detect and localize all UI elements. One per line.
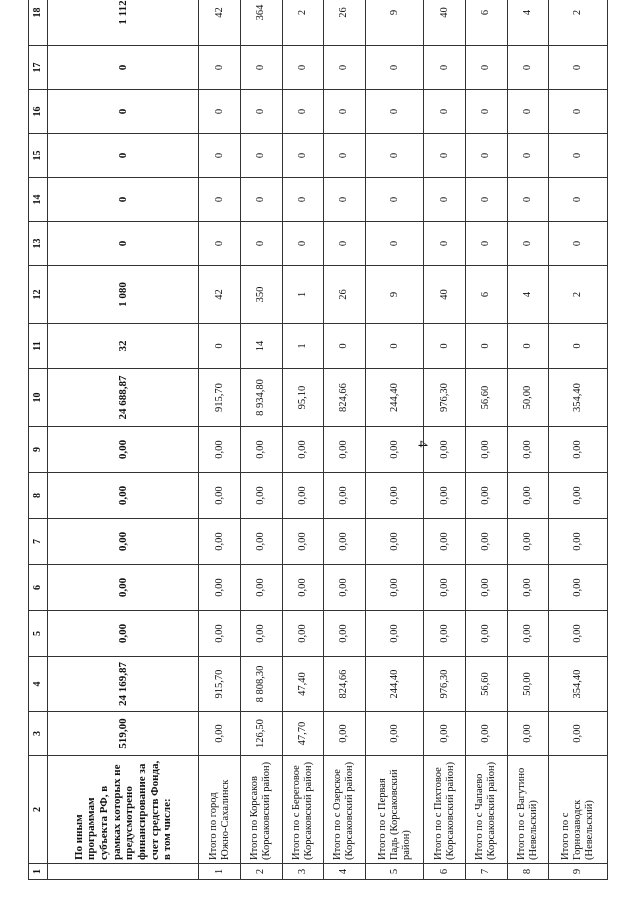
value-cell: 0,00 [365,712,424,756]
value-cell: 0 [466,90,508,134]
header-cell: 18 [29,0,48,46]
value-cell: 0 [324,90,366,134]
value-cell: 0,00 [199,611,241,657]
row-number: 6 [424,864,466,880]
value-cell: 32 [48,324,199,369]
value-cell: 24 169,87 [48,657,199,712]
value-cell: 0,00 [241,565,283,611]
row-name: Итого по с Береговое (Корсаковский район) [282,756,324,864]
value-cell: 0,00 [48,519,199,565]
value-cell: 0,00 [199,427,241,473]
value-cell: 0,00 [282,565,324,611]
value-cell: 0,00 [466,519,508,565]
value-cell: 8 808,30 [241,657,283,712]
value-cell: 0 [549,90,608,134]
value-cell: 0,00 [324,519,366,565]
header-row [29,0,48,880]
table-row [466,0,508,880]
value-cell: 0,00 [282,519,324,565]
value-cell: 0,00 [48,473,199,519]
value-cell: 0 [365,134,424,178]
value-cell: 9 [365,0,424,46]
value-cell: 0,00 [549,473,608,519]
row-number: 5 [365,864,424,880]
row-number: 2 [241,864,283,880]
row-name: Итого по с Первая Падь (Корсаковский район) [365,756,424,864]
value-cell: 0,00 [466,427,508,473]
value-cell: 40 [424,0,466,46]
value-cell: 976,30 [424,369,466,427]
value-cell: 8 934,80 [241,369,283,427]
value-cell: 0 [365,90,424,134]
value-cell: 0,00 [424,473,466,519]
value-cell: 4 [507,0,549,46]
value-cell: 0 [324,46,366,90]
value-cell: 0,00 [466,611,508,657]
value-cell: 0,00 [424,611,466,657]
value-cell: 47,40 [282,657,324,712]
table-row [282,0,324,880]
header-cell: 13 [29,222,48,266]
value-cell: 354,40 [549,657,608,712]
value-cell: 0 [48,178,199,222]
value-cell: 0 [507,46,549,90]
value-cell: 0,00 [324,611,366,657]
value-cell: 0 [365,222,424,266]
header-cell: 11 [29,324,48,369]
value-cell: 0,00 [282,611,324,657]
value-cell: 0 [424,90,466,134]
header-cell: 15 [29,134,48,178]
value-cell: 0,00 [549,712,608,756]
value-cell: 0 [365,46,424,90]
value-cell: 244,40 [365,369,424,427]
value-cell: 0 [466,178,508,222]
value-cell: 0,00 [365,473,424,519]
value-cell: 915,70 [199,369,241,427]
value-cell: 0 [424,134,466,178]
value-cell: 824,66 [324,369,366,427]
value-cell: 2 [282,0,324,46]
value-cell: 0 [466,134,508,178]
header-cell: 1 [29,864,48,880]
value-cell: 0,00 [365,611,424,657]
row-number: 4 [324,864,366,880]
table-row [365,0,424,880]
row-name: Итого по с Вагутино (Невельский) [507,756,549,864]
value-cell: 0,00 [199,565,241,611]
value-cell: 0 [324,178,366,222]
value-cell: 0,00 [324,473,366,519]
value-cell: 0,00 [424,712,466,756]
value-cell: 1 080 [48,266,199,324]
table-row [424,0,466,880]
value-cell: 56,60 [466,657,508,712]
value-cell: 0,00 [199,712,241,756]
value-cell: 0,00 [48,427,199,473]
value-cell: 1 [282,266,324,324]
value-cell: 0,00 [549,611,608,657]
table-row [241,0,283,880]
value-cell: 0 [365,324,424,369]
value-cell: 0 [507,90,549,134]
table-row [199,0,241,880]
header-cell: 17 [29,46,48,90]
value-cell: 0,00 [549,565,608,611]
value-cell: 0,00 [507,473,549,519]
row-name: По иным программам субъекта РФ, в рамках которых не предусмотрено финансирование за счет средств Фонда, в том числе: [48,756,199,864]
value-cell: 364 [241,0,283,46]
value-cell: 0,00 [282,473,324,519]
value-cell: 0 [241,222,283,266]
value-cell: 976,30 [424,657,466,712]
value-cell: 50,00 [507,369,549,427]
value-cell: 0 [199,90,241,134]
value-cell: 0,00 [324,427,366,473]
row-number: 8 [507,864,549,880]
header-cell: 8 [29,473,48,519]
row-number: 3 [282,864,324,880]
value-cell: 0 [549,178,608,222]
value-cell: 0 [507,178,549,222]
value-cell: 0,00 [365,519,424,565]
data-table-sheet [28,0,608,880]
value-cell: 24 688,87 [48,369,199,427]
value-cell: 14 [241,324,283,369]
value-cell: 126,50 [241,712,283,756]
value-cell: 0 [241,90,283,134]
header-cell: 9 [29,427,48,473]
row-name: Итого по с Чапаево (Корсаковский район) [466,756,508,864]
value-cell: 4 [507,266,549,324]
value-cell: 0 [48,222,199,266]
value-cell: 6 [466,266,508,324]
value-cell: 0 [282,134,324,178]
value-cell: 0,00 [199,519,241,565]
value-cell: 0 [424,178,466,222]
value-cell: 56,60 [466,369,508,427]
value-cell: 42 [199,0,241,46]
header-cell: 16 [29,90,48,134]
value-cell: 0,00 [424,427,466,473]
value-cell: 0,00 [466,565,508,611]
value-cell: 0 [324,222,366,266]
value-cell: 0,00 [365,427,424,473]
value-cell: 0 [466,324,508,369]
value-cell: 9 [365,266,424,324]
value-cell: 50,00 [507,657,549,712]
value-cell: 519,00 [48,712,199,756]
value-cell: 42 [199,266,241,324]
value-cell: 0 [424,46,466,90]
row-number: 1 [199,864,241,880]
value-cell: 0 [466,222,508,266]
value-cell: 2 [549,0,608,46]
value-cell: 0 [241,134,283,178]
value-cell: 0,00 [507,519,549,565]
value-cell: 0 [324,134,366,178]
value-cell: 0,00 [241,473,283,519]
value-cell: 0 [48,90,199,134]
value-cell: 244,40 [365,657,424,712]
value-cell: 0,00 [507,712,549,756]
value-cell: 354,40 [549,369,608,427]
header-cell: 2 [29,756,48,864]
value-cell: 0 [48,134,199,178]
value-cell: 915,70 [199,657,241,712]
value-cell: 0,00 [507,611,549,657]
page-number: 4 [414,440,430,448]
value-cell: 0,00 [466,473,508,519]
value-cell: 0 [549,324,608,369]
value-cell: 0 [199,134,241,178]
value-cell: 0 [241,178,283,222]
value-cell: 1 112 [48,0,199,46]
value-cell: 2 [549,266,608,324]
value-cell: 0 [324,324,366,369]
value-cell: 0 [241,46,283,90]
value-cell: 0 [199,46,241,90]
value-cell: 0 [507,324,549,369]
table-row [549,0,608,880]
value-cell: 0,00 [48,565,199,611]
value-cell: 0 [549,222,608,266]
value-cell: 1 [282,324,324,369]
value-cell: 0 [549,46,608,90]
header-cell: 14 [29,178,48,222]
row-name: Итого по с Горнозаводск (Невельский) [549,756,608,864]
value-cell: 0,00 [507,427,549,473]
table-row [507,0,549,880]
value-cell: 0 [199,324,241,369]
value-cell: 0 [424,222,466,266]
value-cell: 0,00 [549,427,608,473]
value-cell: 0,00 [365,565,424,611]
table-row-total [48,0,199,880]
header-cell: 7 [29,519,48,565]
value-cell: 0 [282,222,324,266]
header-cell: 4 [29,657,48,712]
value-cell: 40 [424,266,466,324]
value-cell: 0 [282,178,324,222]
row-number: 9 [549,864,608,880]
value-cell: 0,00 [507,565,549,611]
header-cell: 10 [29,369,48,427]
value-cell: 47,70 [282,712,324,756]
value-cell: 0,00 [466,712,508,756]
data-table [28,0,608,880]
value-cell: 0,00 [48,611,199,657]
value-cell: 6 [466,0,508,46]
value-cell: 0,00 [424,519,466,565]
row-name: Итого по с Озерское (Корсаковский район) [324,756,366,864]
header-cell: 3 [29,712,48,756]
value-cell: 0 [549,134,608,178]
value-cell: 0 [424,324,466,369]
value-cell: 0,00 [549,519,608,565]
value-cell: 0 [199,178,241,222]
value-cell: 824,66 [324,657,366,712]
value-cell: 0,00 [241,427,283,473]
value-cell: 0 [507,222,549,266]
value-cell: 0,00 [324,712,366,756]
value-cell: 26 [324,266,366,324]
value-cell: 26 [324,0,366,46]
value-cell: 95,10 [282,369,324,427]
value-cell: 0,00 [424,565,466,611]
value-cell: 0,00 [324,565,366,611]
value-cell: 0,00 [241,611,283,657]
value-cell: 0 [199,222,241,266]
row-number: 7 [466,864,508,880]
value-cell: 0 [365,178,424,222]
value-cell: 0,00 [241,519,283,565]
header-cell: 12 [29,266,48,324]
row-name: Итого по с Пихтовое (Корсаковский район) [424,756,466,864]
row-name: Итого по город Южно-Сахалинск [199,756,241,864]
value-cell: 0 [282,46,324,90]
value-cell: 0 [507,134,549,178]
header-cell: 6 [29,565,48,611]
row-name: Итого по Корсаков (Корсаковский район) [241,756,283,864]
value-cell: 350 [241,266,283,324]
row-number [48,864,199,880]
value-cell: 0 [466,46,508,90]
table-row [324,0,366,880]
value-cell: 0,00 [199,473,241,519]
value-cell: 0,00 [282,427,324,473]
header-cell: 5 [29,611,48,657]
value-cell: 0 [48,46,199,90]
value-cell: 0 [282,90,324,134]
